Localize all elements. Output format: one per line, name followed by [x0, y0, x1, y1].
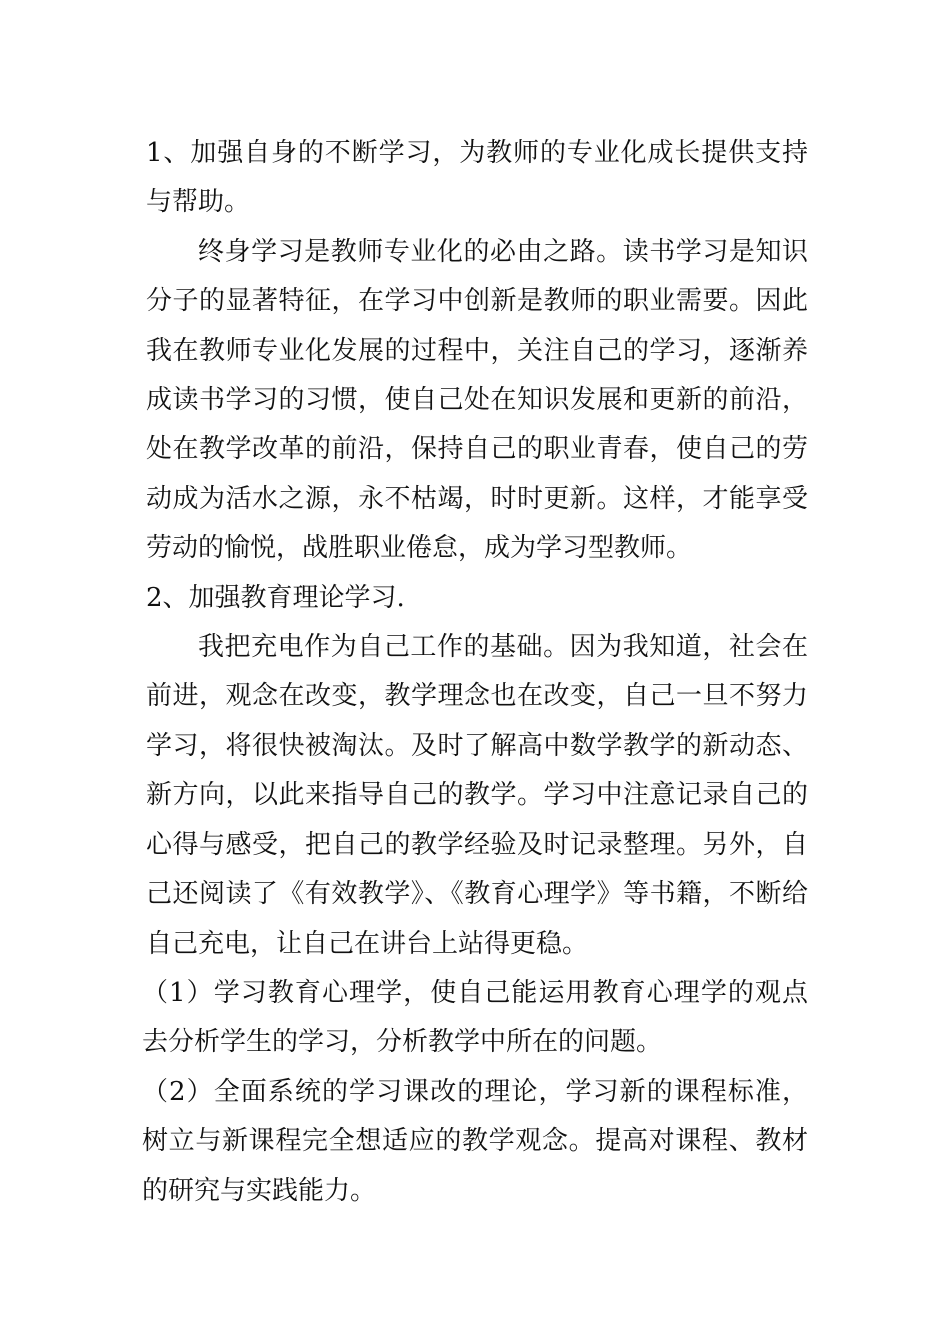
document-body — [142, 129, 808, 1216]
heading-2: 2、加强教育理论学习. — [146, 582, 405, 613]
list-item-1: （1）学习教育心理学，使自己能运用教育心理学的观点去分析学生的学习，分析教学中所在的问题。 — [142, 977, 808, 1058]
paragraph-recharge: 我把充电作为自己工作的基础。因为我知道，社会在前进，观念在改变，教学理念也在改变，自己一旦不努力学习，将很快被淘汰。及时了解高中数学教学的新动态、新方向，以此来指导自己的教学。学习中注意记录自己的心得与感受，把自己的教学经验及时记录整理。另外，自己还阅读了《有效教学》、《教育心理学》等书籍，不断给自己充电，让自己在讲台上站得更稳。 — [146, 632, 808, 959]
list-item-2: （2）全面系统的学习课改的理论，学习新的课程标准，树立与新课程完全想适应的教学观念。提高对课程、教材的研究与实践能力。 — [142, 1076, 808, 1206]
heading-1: 1、加强自身的不断学习，为教师的专业化成长提供支持与帮助。 — [146, 138, 808, 218]
paragraph-lifelong-learning: 终身学习是教师专业化的必由之路。读书学习是知识分子的显著特征，在学习中创新是教师的职业需要。因此我在教师专业化发展的过程中，关注自己的学习，逐渐养成读书学习的习惯，使自己处在知识发展和更新的前沿，处在教学改革的前沿，保持自己的职业青春，使自己的劳动成为活水之源，永不枯竭，时时更新。这样，才能享受劳动的愉悦，战胜职业倦怠，成为学习型教师。 — [146, 236, 808, 564]
